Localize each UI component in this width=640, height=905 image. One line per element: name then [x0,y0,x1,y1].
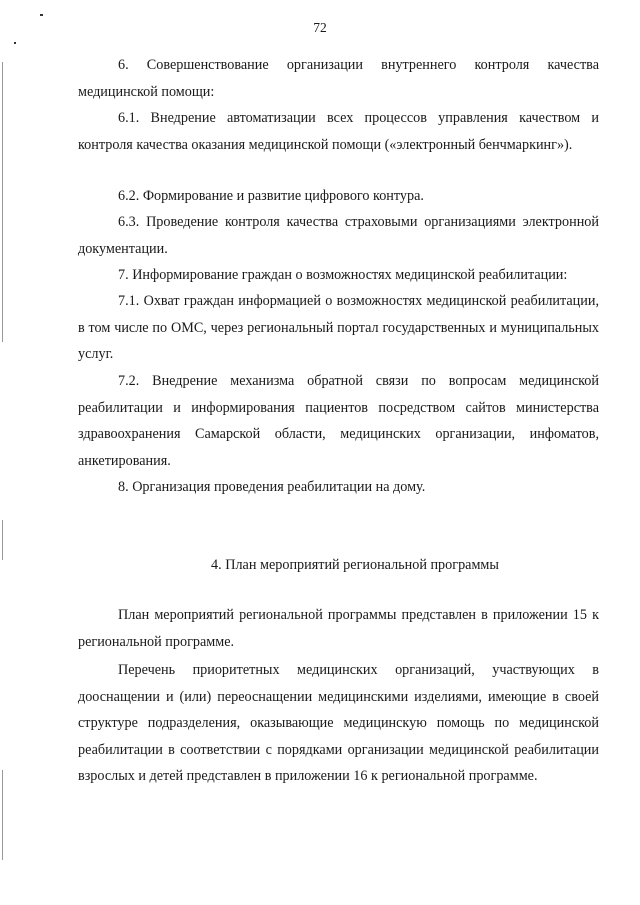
scan-mark [14,42,16,44]
paragraph: 7. Информирование граждан о возможностях медицинской реабилитации: [118,267,568,283]
paragraph: Перечень приоритетных медицинских организаций, участвующих в дооснащении и (или) переоснащении медицинскими изделиями, имеющие в своей структуре подразделения, оказывающие медицинскую помощь по медицинской реабилитации в соответствии с порядками организации медицинской реабилитации взрослых и детей представлен в приложении 16 к региональной программе. [78,662,599,784]
paragraph: План мероприятий региональной программы представлен в приложении 15 к региональной программе. [78,607,599,650]
paragraph: 6. Совершенствование организации внутреннего контроля качества медицинской помощи: [78,57,599,100]
scan-mark [2,62,3,342]
paragraph: 6.2. Формирование и развитие цифрового контура. [118,188,424,204]
page-number: 72 [313,20,327,35]
scan-mark [2,770,3,860]
section-heading: 4. План мероприятий региональной программы [211,557,499,573]
paragraph: 7.1. Охват граждан информацией о возможностях медицинской реабилитации, в том числе по ОМС, через региональный портал государственных и муниципальных услуг. [78,293,599,362]
paragraph: 6.1. Внедрение автоматизации всех процессов управления качеством и контроля качества оказания медицинской помощи («электронный бенчмаркинг»). [78,110,599,153]
paragraph: 6.3. Проведение контроля качества страховыми организациями электронной документации. [78,214,599,257]
paragraph: 7.2. Внедрение механизма обратной связи по вопросам медицинской реабилитации и информирования пациентов посредством сайтов министерства здравоохранения Самарской области, медицинских организации, инфоматов, анкетирования. [78,373,599,469]
scan-mark [40,14,43,16]
paragraph: 8. Организация проведения реабилитации на дому. [118,479,426,495]
